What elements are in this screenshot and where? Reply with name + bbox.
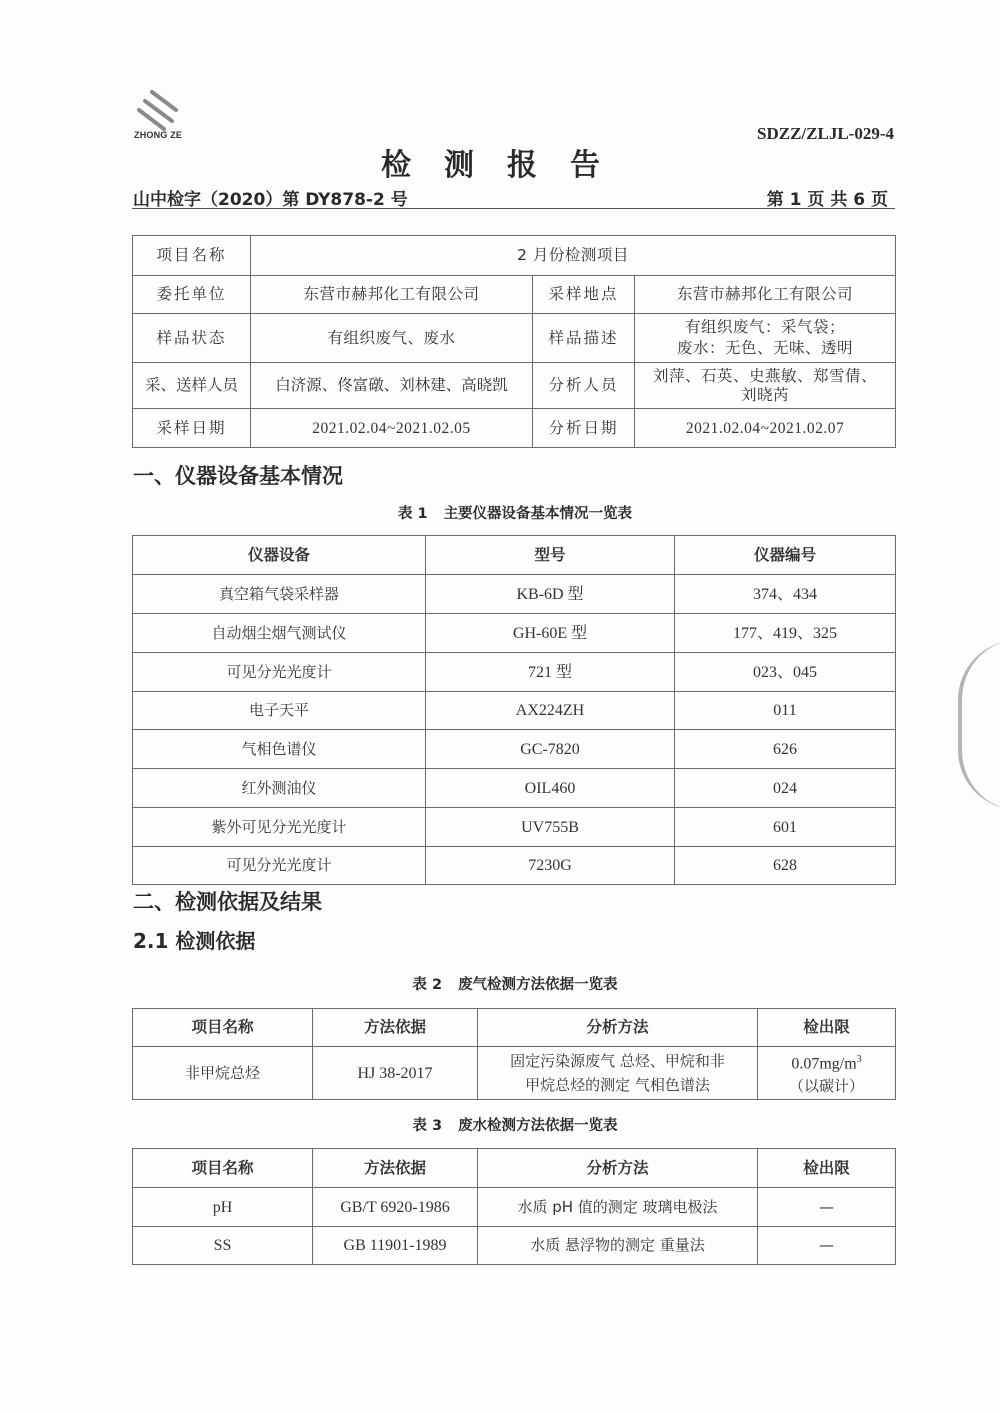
info-row: [133, 314, 896, 363]
equipment-name: 真空箱气袋采样器: [133, 575, 426, 614]
table-row: [133, 730, 896, 769]
label-analysts: 分析人员: [533, 363, 635, 409]
table2-caption: [0, 973, 1000, 994]
equipment-model: GC-7820: [426, 730, 675, 769]
table-row: [133, 1047, 896, 1100]
method-standard: HJ 38-2017: [313, 1047, 478, 1100]
equipment-name: 自动烟尘烟气测试仪: [133, 614, 426, 653]
table-row: [133, 808, 896, 847]
column-header: 项目名称: [133, 1149, 313, 1188]
item-name: SS: [133, 1227, 313, 1265]
equipment-number: 011: [675, 692, 896, 730]
analysts-line: 刘晓芮: [741, 385, 790, 404]
equipment-model: KB-6D 型: [426, 575, 675, 614]
column-header: 方法依据: [313, 1149, 478, 1188]
table-header-row: [133, 536, 896, 575]
table1-caption: [0, 502, 1000, 523]
equipment-name: 可见分光光度计: [133, 653, 426, 692]
seal-stamp-icon: [958, 640, 1000, 810]
equipment-name: 电子天平: [133, 692, 426, 730]
column-header: 方法依据: [313, 1009, 478, 1047]
column-header: 型号: [426, 536, 675, 575]
info-row: [133, 363, 896, 409]
page-info: 第 1 页 共 6 页: [766, 190, 888, 210]
equipment-model: 7230G: [426, 847, 675, 885]
detection-limit-note: （以碳计）: [788, 1077, 864, 1096]
detection-limit-exponent: 3: [856, 1053, 862, 1065]
logo-text: ZHONG ZE: [134, 130, 183, 140]
table-row: [133, 692, 896, 730]
label-client: 委托单位: [133, 276, 251, 314]
item-name: pH: [133, 1188, 313, 1227]
label-project-name: 项目名称: [133, 236, 251, 276]
value-client: 东营市赫邦化工有限公司: [251, 276, 533, 314]
item-name: 非甲烷总烃: [133, 1047, 313, 1100]
table2-caption-number: 表 2: [412, 977, 443, 993]
column-header: 检出限: [758, 1149, 896, 1188]
column-header: 仪器编号: [675, 536, 896, 575]
sample-description-line: 有组织废气：采气袋；: [685, 318, 846, 336]
equipment-model: 721 型: [426, 653, 675, 692]
table2-caption-text: 废气检测方法依据一览表: [458, 977, 618, 993]
table1-caption-number: 表 1: [397, 506, 428, 522]
table-row: [133, 575, 896, 614]
value-sample-status: 有组织废气、废水: [251, 314, 533, 363]
analysis-method: [478, 1047, 758, 1100]
value-samplers: 白济源、佟富礅、刘林建、高晓凯: [251, 363, 533, 409]
info-row: [133, 276, 896, 314]
detection-limit-value: [758, 1048, 895, 1075]
analysis-method-line: 甲烷总烃的测定 气相色谱法: [525, 1076, 710, 1094]
table3-caption-text: 废水检测方法依据一览表: [458, 1118, 618, 1134]
equipment-number: 024: [675, 769, 896, 808]
info-row: [133, 236, 896, 276]
table-row: [133, 614, 896, 653]
table1-caption-text: 主要仪器设备基本情况一览表: [443, 506, 633, 522]
equipment-name: 紫外可见分光光度计: [133, 808, 426, 847]
page-title: 检测报告: [381, 148, 633, 183]
value-analysts: [635, 363, 896, 409]
column-header: 检出限: [758, 1009, 896, 1047]
table-row: [133, 653, 896, 692]
label-sampling-site: 采样地点: [533, 276, 635, 314]
waste-water-method-table: [132, 1148, 896, 1265]
table-header-row: [133, 1009, 896, 1047]
equipment-name: 可见分光光度计: [133, 847, 426, 885]
analysis-method-line: 固定污染源废气 总烃、甲烷和非: [510, 1052, 725, 1070]
detection-limit-number: 0.07mg/m: [791, 1055, 857, 1073]
equipment-name: 红外测油仪: [133, 769, 426, 808]
table3-caption: [0, 1114, 1000, 1135]
equipment-number: 177、419、325: [675, 614, 896, 653]
value-project-name: 2 月份检测项目: [251, 236, 896, 276]
analysis-method: 水质 pH 值的测定 玻璃电极法: [478, 1188, 758, 1227]
sample-description-line: 废水：无色、无味、透明: [677, 339, 854, 357]
equipment-model: GH-60E 型: [426, 614, 675, 653]
equipment-number: 374、434: [675, 575, 896, 614]
table-row: [133, 847, 896, 885]
equipment-number: 628: [675, 847, 896, 885]
value-sampling-date: 2021.02.04~2021.02.05: [251, 409, 533, 448]
equipment-model: OIL460: [426, 769, 675, 808]
section-heading-basis: 二、检测依据及结果: [133, 890, 322, 914]
equipment-model: UV755B: [426, 808, 675, 847]
equipment-name: 气相色谱仪: [133, 730, 426, 769]
waste-gas-method-table: [132, 1008, 896, 1100]
label-analysis-date: 分析日期: [533, 409, 635, 448]
column-header: 分析方法: [478, 1009, 758, 1047]
method-standard: GB/T 6920-1986: [313, 1188, 478, 1227]
table-row: [133, 769, 896, 808]
table-row: [133, 1227, 896, 1265]
value-analysis-date: 2021.02.04~2021.02.07: [635, 409, 896, 448]
analysis-method: 水质 悬浮物的测定 重量法: [478, 1227, 758, 1265]
info-row: [133, 409, 896, 448]
label-samplers: 采、送样人员: [133, 363, 251, 409]
column-header: 项目名称: [133, 1009, 313, 1047]
equipment-number: 023、045: [675, 653, 896, 692]
report-number: 山中检字（2020）第 DY878-2 号: [133, 190, 408, 210]
detection-limit: —: [758, 1188, 896, 1227]
value-sample-description: [635, 314, 896, 363]
table-header-row: [133, 1149, 896, 1188]
column-header: 仪器设备: [133, 536, 426, 575]
equipment-table: [132, 535, 896, 885]
section-heading-equipment: 一、仪器设备基本情况: [133, 464, 343, 488]
method-standard: GB 11901-1989: [313, 1227, 478, 1265]
label-sample-status: 样品状态: [133, 314, 251, 363]
table-row: [133, 1188, 896, 1227]
table3-caption-number: 表 3: [412, 1118, 443, 1134]
header-divider: [132, 208, 895, 209]
equipment-number: 626: [675, 730, 896, 769]
label-sampling-date: 采样日期: [133, 409, 251, 448]
detection-limit: —: [758, 1227, 896, 1265]
label-sample-description: 样品描述: [533, 314, 635, 363]
equipment-number: 601: [675, 808, 896, 847]
equipment-model: AX224ZH: [426, 692, 675, 730]
column-header: 分析方法: [478, 1149, 758, 1188]
detection-limit: [758, 1047, 896, 1100]
document-code: SDZZ/ZLJL-029-4: [757, 124, 894, 143]
value-sampling-site: 东营市赫邦化工有限公司: [635, 276, 896, 314]
subsection-heading-basis: 2.1 检测依据: [133, 929, 256, 953]
analysts-line: 刘萍、石英、史燕敏、郑雪倩、: [653, 366, 878, 385]
project-info-table: [132, 235, 896, 448]
